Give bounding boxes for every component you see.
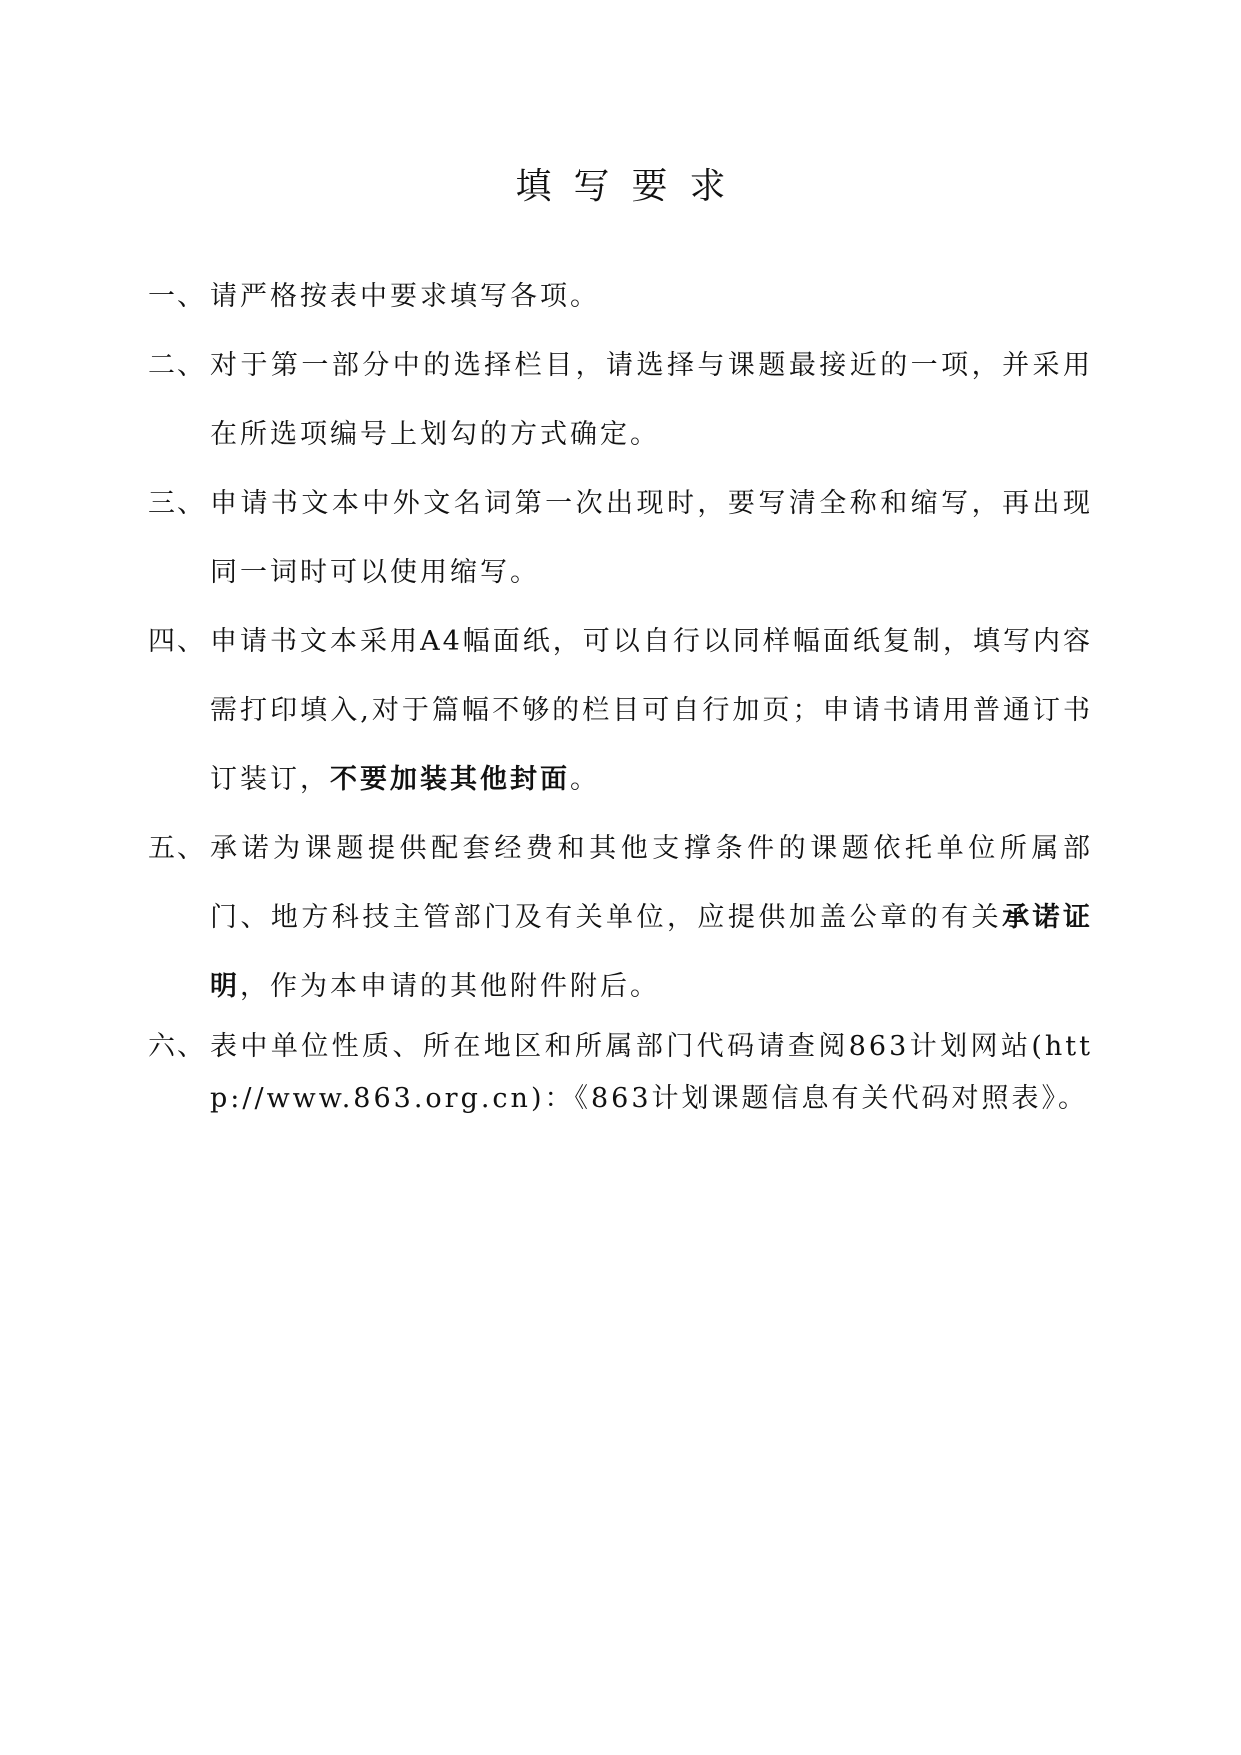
item-number: 三、 xyxy=(148,488,206,519)
item-text-emphasis: 承诺证明 xyxy=(210,902,1094,1002)
item-number: 一、 xyxy=(148,281,206,312)
list-item xyxy=(148,607,1093,814)
item-text xyxy=(210,469,1093,607)
item-number: 四、 xyxy=(148,626,206,657)
page-title: 填写要求 xyxy=(515,166,748,207)
item-text-part: 请严格按表中要求填写各项。 xyxy=(210,281,600,312)
item-text xyxy=(210,331,1093,469)
item-text-part: 对于第一部分中的选择栏目，请选择与课题最接近的一项，并采用在所选项编号上划勾的方式确定。 xyxy=(210,350,1093,450)
list-item xyxy=(148,331,1093,469)
item-text-part: 申请书文本采用A4幅面纸，可以自行以同样幅面纸复制，填写内容需打印填入,对于篇幅不够的栏目可自行加页；申请书请用普通订书订装订， xyxy=(210,626,1093,795)
item-text xyxy=(210,262,1093,331)
item-text-part: 申请书文本中外文名词第一次出现时，要写清全称和缩写，再出现同一词时可以使用缩写。 xyxy=(210,488,1093,588)
list-item xyxy=(148,814,1093,1021)
item-text-part: 承诺为课题提供配套经费和其他支撑条件的课题依托单位所属部门、地方科技主管部门及有关单位，应提供加盖公章的有关 xyxy=(210,833,1093,933)
item-text-emphasis: 不要加装其他封面 xyxy=(330,764,570,795)
item-text-part: ，作为本申请的其他附件附后。 xyxy=(240,971,660,1002)
item-text-part: 。 xyxy=(570,764,600,795)
item-text xyxy=(210,607,1093,814)
list-item xyxy=(148,469,1093,607)
item-text xyxy=(210,814,1093,1021)
item-number: 五、 xyxy=(148,833,206,864)
item-text-part: 表中单位性质、所在地区和所属部门代码请查阅863计划网站(http://www.863.org.cn)：《863计划课题信息有关代码对照表》。 xyxy=(210,1031,1093,1114)
item-number: 六、 xyxy=(148,1031,206,1062)
item-text xyxy=(210,1021,1093,1125)
list-item xyxy=(148,1021,1093,1125)
requirements-list xyxy=(148,262,1093,1125)
item-number: 二、 xyxy=(148,350,206,381)
list-item xyxy=(148,262,1093,331)
